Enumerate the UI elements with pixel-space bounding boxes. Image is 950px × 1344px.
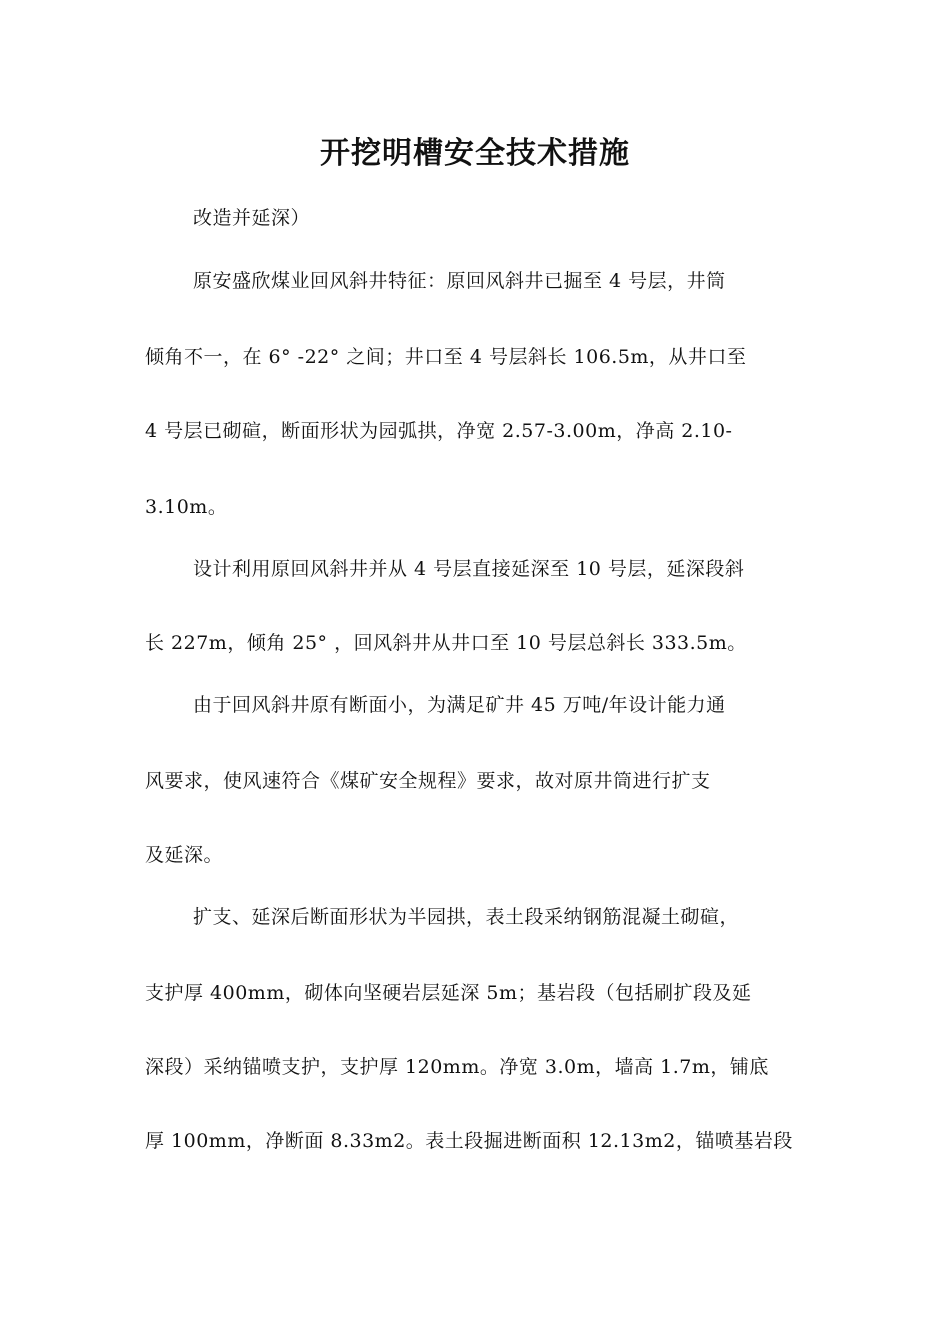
document-title: 开挖明槽安全技术措施 (320, 136, 630, 171)
text-line: 原安盛欣煤业回风斜井特征：原回风斜井已掘至 4 号层，井筒 (193, 270, 726, 292)
text-line: 4 号层已砌碹，断面形状为园弧拱，净宽 2.57-3.00m，净高 2.10- (145, 420, 733, 442)
text-line: 支护厚 400mm，砌体向坚硬岩层延深 5m；基岩段（包括刷扩段及延 (145, 982, 752, 1004)
text-line: 风要求，使风速符合《煤矿安全规程》要求，故对原井筒进行扩支 (145, 770, 711, 792)
text-line: 深段）采纳锚喷支护，支护厚 120mm。净宽 3.0m，墙高 1.7m，铺底 (145, 1056, 769, 1078)
text-line: 3.10m。 (145, 496, 228, 518)
text-line: 改造并延深） (193, 207, 311, 229)
text-line: 扩支、延深后断面形状为半园拱，表土段采纳钢筋混凝土砌碹， (193, 906, 740, 928)
text-line: 倾角不一，在 6° -22° 之间；井口至 4 号层斜长 106.5m，从井口至 (145, 346, 747, 368)
text-line: 设计利用原回风斜井并从 4 号层直接延深至 10 号层，延深段斜 (193, 558, 745, 580)
text-line: 及延深。 (145, 844, 224, 866)
text-line: 厚 100mm，净断面 8.33m2。表土段掘进断面积 12.13m2，锚喷基岩段 (145, 1130, 793, 1152)
text-line: 长 227m，倾角 25° ，回风斜井从井口至 10 号层总斜长 333.5m。 (145, 632, 747, 654)
text-line: 由于回风斜井原有断面小，为满足矿井 45 万吨/年设计能力通 (193, 694, 726, 716)
